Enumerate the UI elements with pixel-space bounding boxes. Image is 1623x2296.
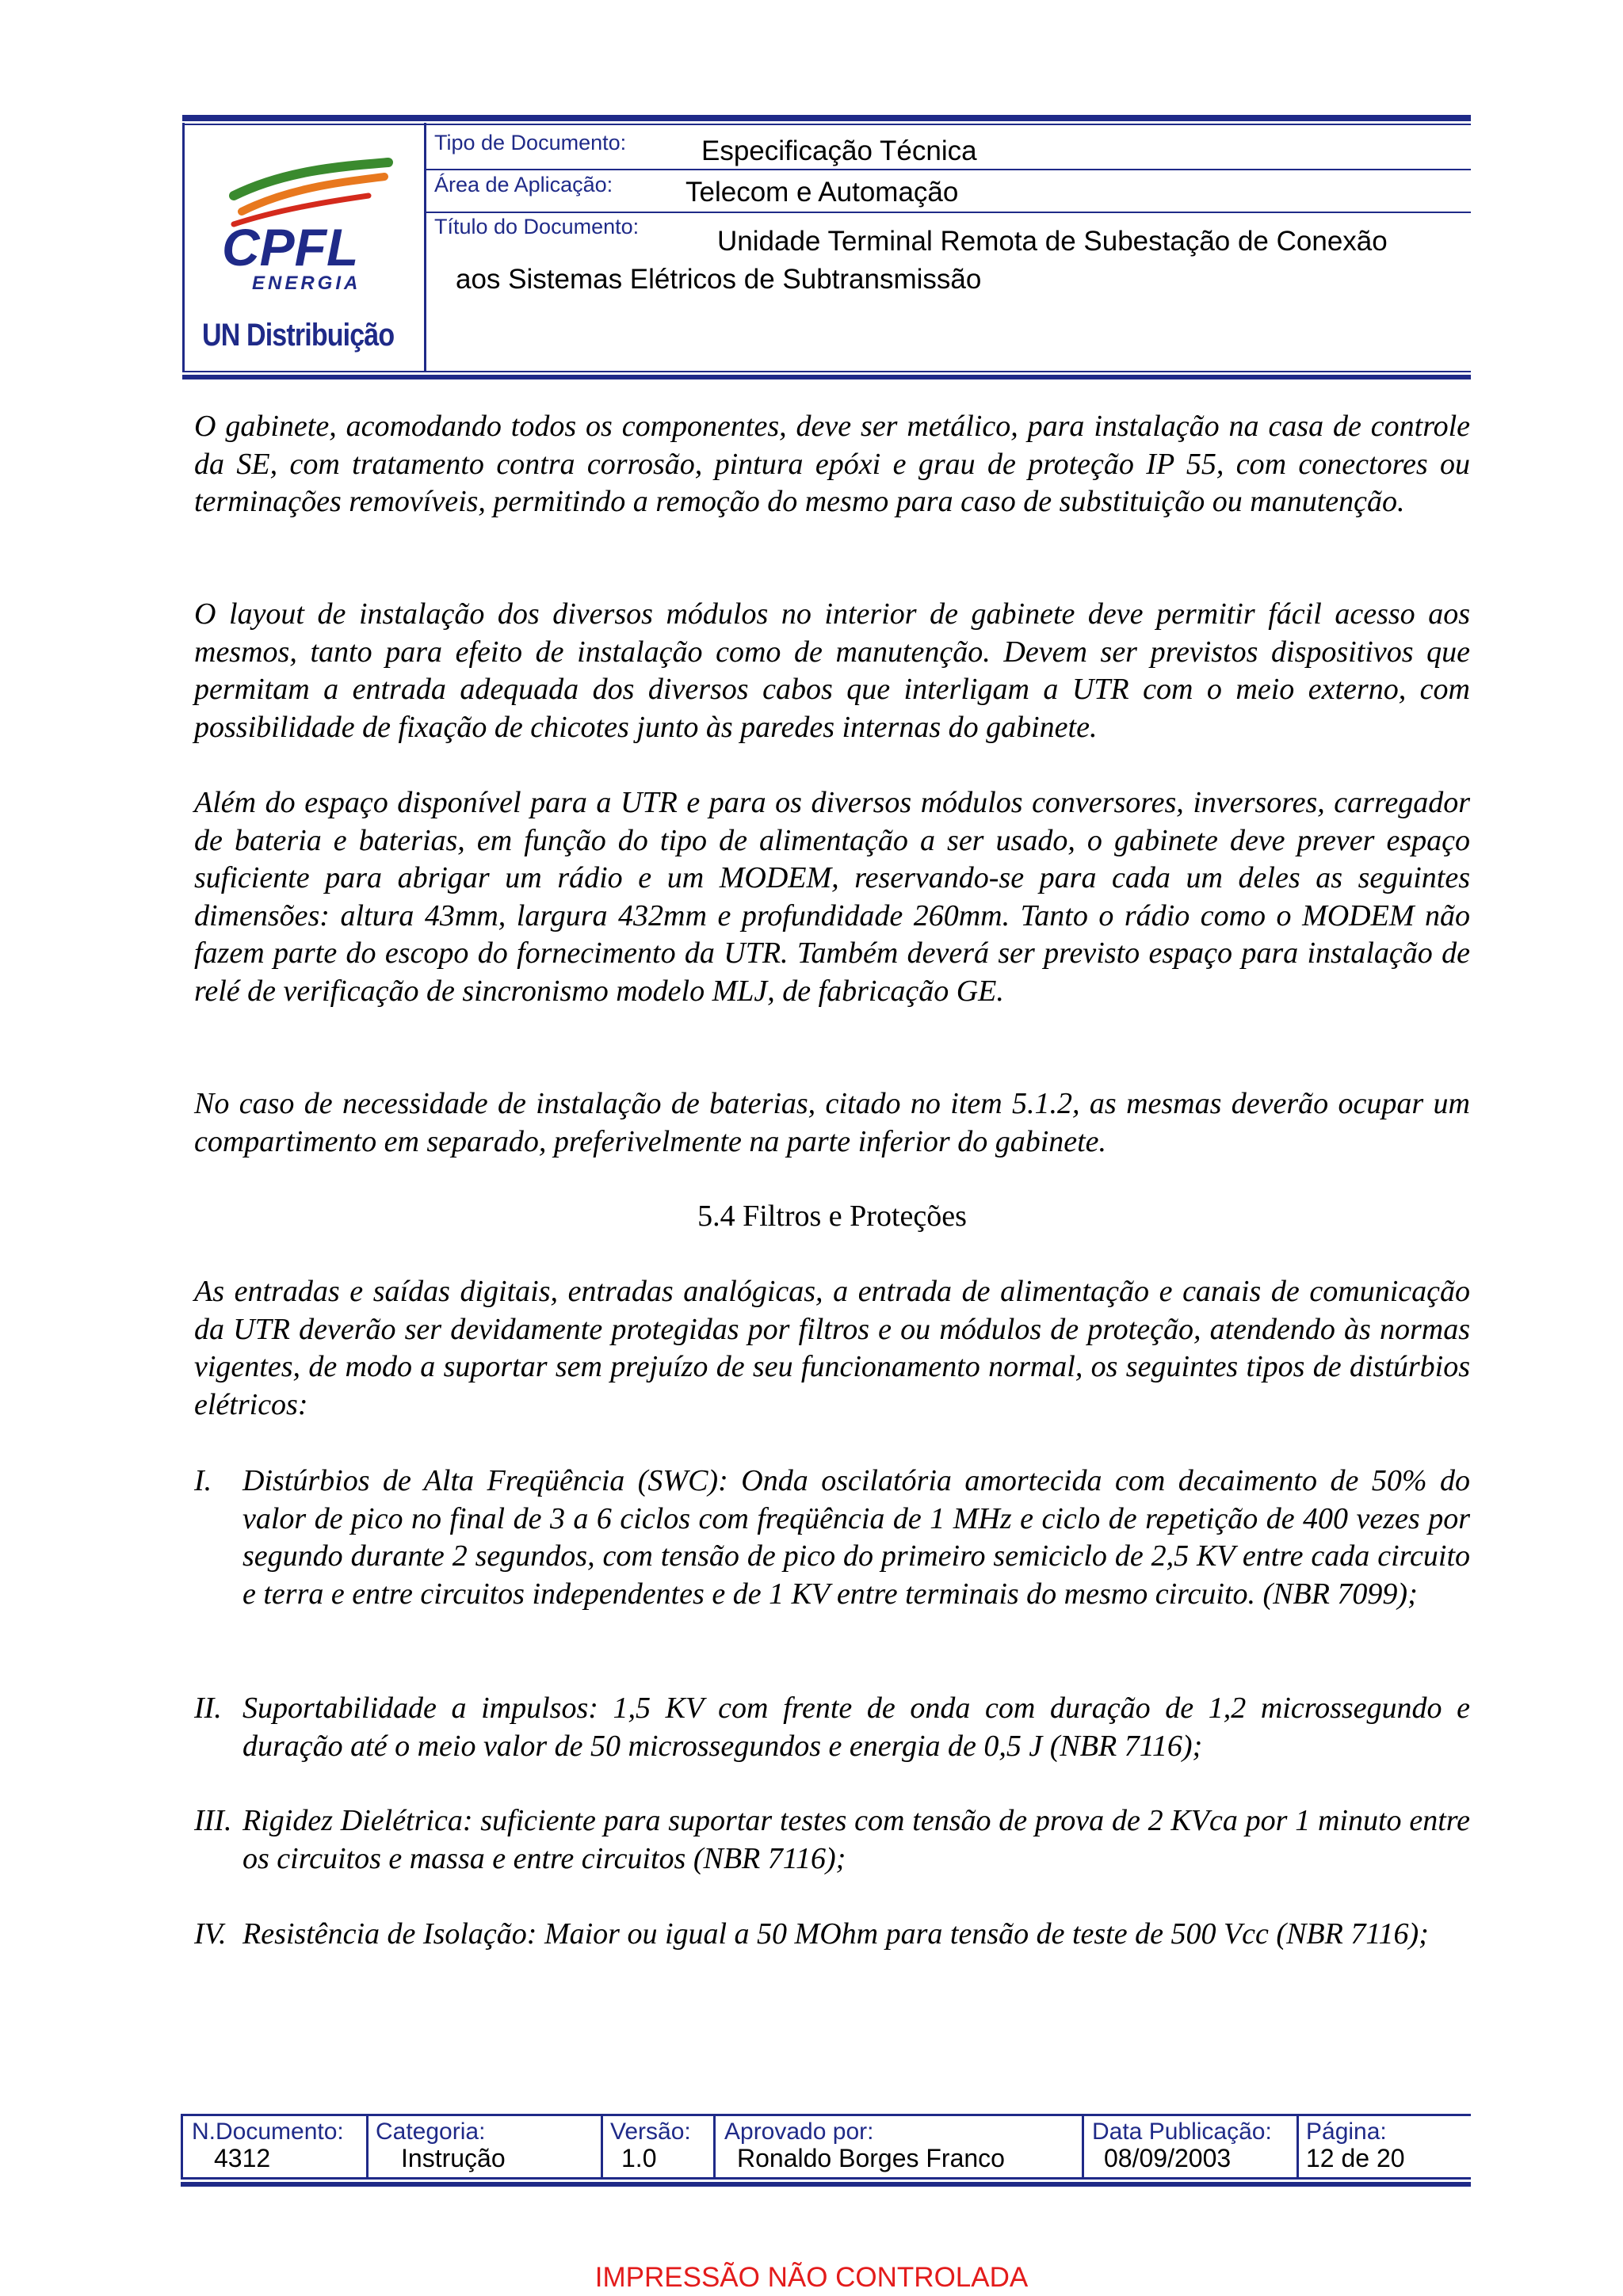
area-label: Área de Aplicação:	[434, 173, 613, 196]
footer-divider	[713, 2114, 716, 2179]
header-bottom-rule	[182, 375, 1471, 379]
logo-energia-text: ENERGIA	[252, 273, 361, 289]
doc-number-label: N.Documento:	[192, 2119, 344, 2145]
section-intro: As entradas e saídas digitais, entradas analógicas, a entrada de alimentação e canais de comunicação da UTR deverão ser devidamente protegidas por filtros e ou módulos de proteção, atendendo às normas vigentes, de modo a suportar sem prejuízo de seu funcionamento normal, os seguintes tipos de distúrbios elétricos:	[194, 1275, 1470, 1421]
title-label: Título do Documento:	[434, 215, 640, 238]
version-value: 1.0	[621, 2144, 657, 2172]
cpfl-logo	[198, 139, 412, 289]
footer-divider	[181, 2114, 183, 2179]
list-item-text: Distúrbios de Alta Freqüência (SWC): Onda oscilatória amortecida com decaimento de 50% do valor de pico no final de 3 a 6 ciclos com freqüência de 1 MHz e ciclo de repetição de 400 vezes por segundo durante 2 segundos, com tensão de pico do primeiro semiciclo de 2,5 KV entre cada circuito e terra e entre circuitos independentes e de 1 KV entre terminais do mesmo circuito. (NBR 7099);	[242, 1464, 1470, 1611]
footer-divider	[1296, 2114, 1299, 2179]
paragraph: Além do espaço disponível para a UTR e para os diversos módulos conversores, inversores, carregador de bateria e baterias, em função do tipo de alimentação a ser usado, o gabinete deve prever espaço suficiente para abrigar um rádio e um MODEM, reservando-se para cada um deles as seguintes dimensões: altura 43mm, largura 432mm e profundidade 260mm. Tanto o rádio como o MODEM não fazem parte do escopo do fornecimento da UTR. Também deverá ser previsto espaço para instalação de relé de verificação de sincronismo modelo MLJ, de fabricação GE.	[194, 786, 1470, 1008]
header-top-rule	[182, 115, 1471, 121]
logo-cpfl-text: CPFL	[222, 218, 359, 277]
document-footer	[181, 2114, 1471, 2187]
header-divider	[424, 123, 426, 372]
header-bottom-rule-thin	[182, 371, 1471, 372]
category-label: Categoria:	[376, 2119, 486, 2145]
approved-by-value: Ronaldo Borges Franco	[737, 2144, 1005, 2172]
version-label: Versão:	[610, 2119, 691, 2145]
document-header	[182, 115, 1471, 379]
doc-type-label: Tipo de Documento:	[434, 131, 627, 154]
list-item	[194, 1463, 1470, 1613]
list-item-text: Resistência de Isolação: Maior ou igual a 50 MOhm para tensão de teste de 500 Vcc (NBR 7116);	[242, 1917, 1429, 1951]
uncontrolled-print-notice: IMPRESSÃO NÃO CONTROLADA	[594, 2262, 1029, 2293]
footer-divider	[1082, 2114, 1084, 2179]
page-label: Página:	[1306, 2119, 1387, 2145]
category-value: Instrução	[401, 2144, 506, 2172]
unit-name: UN Distribuição	[202, 318, 395, 353]
area-value: Telecom e Automação	[685, 177, 959, 208]
footer-top-rule	[181, 2114, 1471, 2116]
footer-divider	[601, 2114, 603, 2179]
header-left-border	[182, 123, 185, 372]
list-item-number: II.	[194, 1691, 222, 1725]
paragraph: No caso de necessidade de instalação de baterias, citado no item 5.1.2, as mesmas deverão ocupar um compartimento em separado, preferivelmente na parte inferior do gabinete.	[194, 1087, 1470, 1158]
list-item	[194, 1802, 1470, 1878]
approved-by-label: Aprovado por:	[724, 2119, 874, 2145]
doc-type-value: Especificação Técnica	[701, 135, 977, 166]
footer-bottom-rule	[181, 2182, 1471, 2187]
list-item-number: I.	[194, 1464, 212, 1497]
footer-bottom-rule-thin	[181, 2177, 1471, 2180]
header-top-rule-thin	[182, 124, 1471, 125]
publication-date-value: 08/09/2003	[1104, 2144, 1232, 2172]
header-row-divider	[424, 212, 1471, 213]
list-item-text: Suportabilidade a impulsos: 1,5 KV com frente de onda com duração de 1,2 microssegundo e duração até o meio valor de 50 microssegundos e energia de 0,5 J (NBR 7116);	[242, 1691, 1470, 1763]
doc-number-value: 4312	[214, 2144, 271, 2172]
title-line-1: Unidade Terminal Remota de Subestação de Conexão	[717, 226, 1388, 257]
list-item	[194, 1916, 1470, 1954]
list-item-number: III.	[194, 1804, 232, 1837]
list-item-number: IV.	[194, 1917, 227, 1951]
page-value: 12 de 20	[1306, 2144, 1405, 2172]
list-item	[194, 1690, 1470, 1765]
list-item-text: Rigidez Dielétrica: suficiente para suportar testes com tensão de prova de 2 KVca por 1 minuto entre os circuitos e massa e entre circuitos (NBR 7116);	[242, 1804, 1470, 1875]
paragraph: O gabinete, acomodando todos os componentes, deve ser metálico, para instalação na casa de controle da SE, com tratamento contra corrosão, pintura epóxi e grau de proteção IP 55, com conectores ou terminações removíveis, permitindo a remoção do mesmo para caso de substituição ou manutenção.	[194, 410, 1470, 518]
header-row-divider	[424, 169, 1471, 170]
title-line-2: aos Sistemas Elétricos de Subtransmissão	[456, 264, 982, 295]
section-title: 5.4 Filtros e Proteções	[697, 1199, 967, 1233]
paragraph: O layout de instalação dos diversos módulos no interior de gabinete deve permitir fácil acesso aos mesmos, tanto para efeito de instalação como de manutenção. Devem ser previstos dispositivos que permitam a entrada adequada dos diversos cabos que interligam a UTR com o meio externo, com possibilidade de fixação de chicotes junto às paredes internas do gabinete.	[194, 597, 1470, 744]
publication-date-label: Data Publicação:	[1092, 2119, 1272, 2145]
footer-divider	[366, 2114, 369, 2179]
